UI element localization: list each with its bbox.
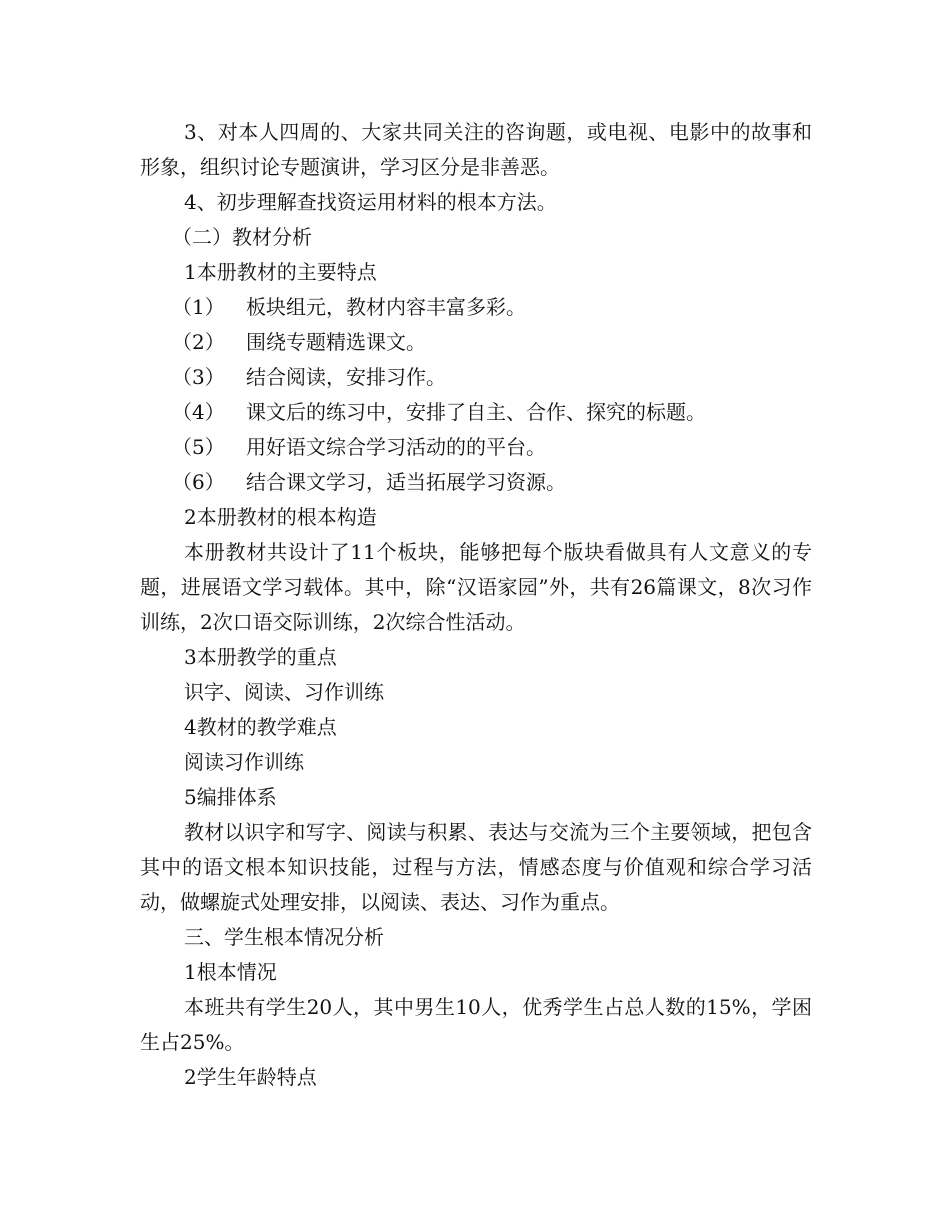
paragraph-goal-4: 4、初步理解查找资运用材料的根本方法。 — [184, 190, 557, 214]
paragraph-class-statistics: 本班共有学生20人，其中男生10人，优秀学生占总人数的15%，学困生占25%。 — [140, 995, 812, 1054]
paragraph-teaching-focus: 识字、阅读、习作训练 — [184, 680, 384, 704]
subheading-basic-situation: 1根本情况 — [184, 960, 277, 984]
paragraph-teaching-difficulty: 阅读习作训练 — [184, 750, 304, 774]
list-item-number: （4） — [172, 400, 225, 424]
subheading-teaching-focus: 3本册教学的重点 — [184, 645, 337, 669]
list-item — [140, 430, 812, 465]
paragraph-goal-3: 3、对本人四周的、大家共同关注的咨询题，或电视、电影中的故事和形象，组织讨论专题演讲，学习区分是非善恶。 — [140, 120, 812, 179]
list-item-text: 围绕专题精选课文。 — [246, 330, 426, 354]
list-item-text: 板块组元，教材内容丰富多彩。 — [246, 295, 526, 319]
list-item — [140, 465, 812, 500]
list-item-number: （6） — [172, 470, 225, 494]
list-item-text: 结合课文学习，适当拓展学习资源。 — [246, 470, 566, 494]
section-heading-student-analysis: 三、学生根本情况分析 — [184, 925, 384, 949]
subheading-student-age-features: 2学生年龄特点 — [184, 1065, 317, 1089]
subheading-teaching-difficulty: 4教材的教学难点 — [184, 715, 337, 739]
list-item-text: 用好语文综合学习活动的的平台。 — [246, 435, 546, 459]
subheading-arrangement-system: 5编排体系 — [184, 785, 277, 809]
list-item — [140, 360, 812, 395]
list-item-number: （1） — [172, 295, 225, 319]
paragraph-structure-description: 本册教材共设计了11个板块，能够把每个版块看做具有人文意义的专题，进展语文学习载体。其中，除“汉语家园”外，共有26篇课文，8次习作训练，2次口语交际训练，2次综合性活动。 — [140, 540, 812, 634]
document-body — [140, 115, 812, 1095]
subheading-basic-structure: 2本册教材的根本构造 — [184, 505, 377, 529]
list-item-number: （5） — [172, 435, 225, 459]
list-item-number: （3） — [172, 365, 225, 389]
list-item-text: 课文后的练习中，安排了自主、合作、探究的标题。 — [246, 400, 706, 424]
paragraph-arrangement-system: 教材以识字和写字、阅读与积累、表达与交流为三个主要领域，把包含其中的语文根本知识技能，过程与方法，情感态度与价值观和综合学习活动，做螺旋式处理安排，以阅读、表达、习作为重点。 — [140, 820, 812, 914]
list-item-number: （2） — [172, 330, 225, 354]
subheading-main-features: 1本册教材的主要特点 — [184, 260, 377, 284]
list-item — [140, 290, 812, 325]
list-item-text: 结合阅读，安排习作。 — [246, 365, 446, 389]
list-item — [140, 325, 812, 360]
list-item — [140, 395, 812, 430]
section-heading-textbook-analysis: （二）教材分析 — [172, 225, 312, 249]
